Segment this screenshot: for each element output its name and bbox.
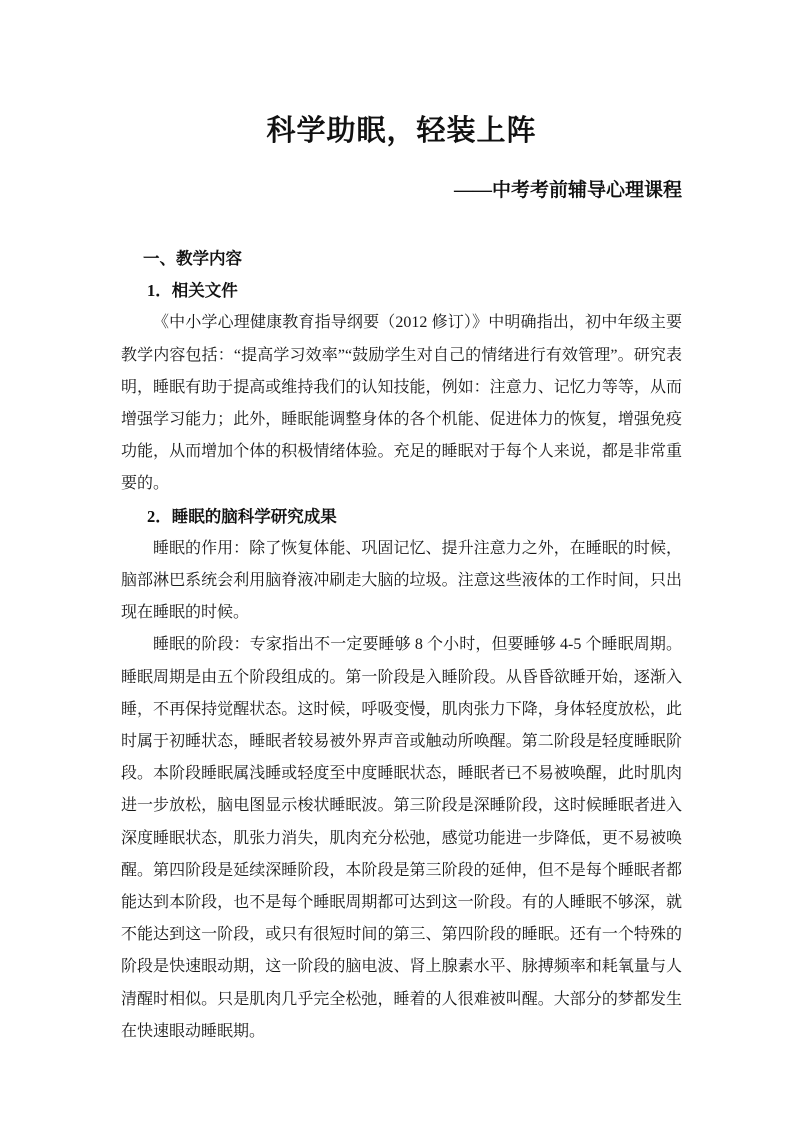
section-heading-teaching-content: 一、教学内容	[143, 249, 242, 268]
paragraph-sleep-function: 睡眠的作用：除了恢复体能、巩固记忆、提升注意力之外，在睡眠的时候，脑部淋巴系统会利用脑脊液冲刷走大脑的垃圾。注意这些液体的工作时间，只出现在睡眠的时候。	[121, 539, 682, 622]
page-subtitle: ——中考考前辅导心理课程	[453, 180, 682, 201]
page-title: 科学助眠，轻装上阵	[266, 115, 537, 147]
paragraph-related-documents: 《中小学心理健康教育指导纲要（2012 修订）》中明确指出，初中年级主要教学内容包括：“提高学习效率”“鼓励学生对自己的情绪进行有效管理”。研究表明，睡眠有助于提高或维持我们的认知技能，例如：注意力、记忆力等等，从而增强学习能力；此外，睡眠能调整身体的各个机能、促进体力的恢复，增强免疫功能，从而增加个体的积极情绪体验。充足的睡眠对于每个人来说，都是非常重要的。	[121, 314, 682, 493]
document-body	[121, 243, 682, 1048]
subsection-heading-sleep-brain-science: 2．睡眠的脑科学研究成果	[147, 506, 337, 526]
paragraph-sleep-stages: 睡眠的阶段：专家指出不一定要睡够 8 个小时，但要睡够 4-5 个睡眠周期。睡眠周期是由五个阶段组成的。第一阶段是入睡阶段。从昏昏欲睡开始，逐渐入睡，不再保持觉醒状态。这时候，呼吸变慢，肌肉张力下降，身体轻度放松，此时属于初睡状态，睡眠者较易被外界声音或触动所唤醒。第二阶段是轻度睡眠阶段。本阶段睡眠属浅睡或轻度至中度睡眠状态，睡眠者已不易被唤醒，此时肌肉进一步放松，脑电图显示梭状睡眠波。第三阶段是深睡阶段，这时候睡眠者进入深度睡眠状态，肌张力消失，肌肉充分松弛，感觉功能进一步降低，更不易被唤醒。第四阶段是延续深睡阶段，本阶段是第三阶段的延伸，但不是每个睡眠者都能达到本阶段，也不是每个睡眠周期都可达到这一阶段。有的人睡眠不够深，就不能达到这一阶段，或只有很短时间的第三、第四阶段的睡眠。还有一个特殊的阶段是快速眼动期，这一阶段的脑电波、肾上腺素水平、脉搏频率和耗氧量与人清醒时相似。只是肌肉几乎完全松弛，睡着的人很难被叫醒。大部分的梦都发生在快速眼动睡眠期。	[121, 636, 682, 1040]
subsection-heading-related-documents: 1．相关文件	[147, 281, 238, 301]
